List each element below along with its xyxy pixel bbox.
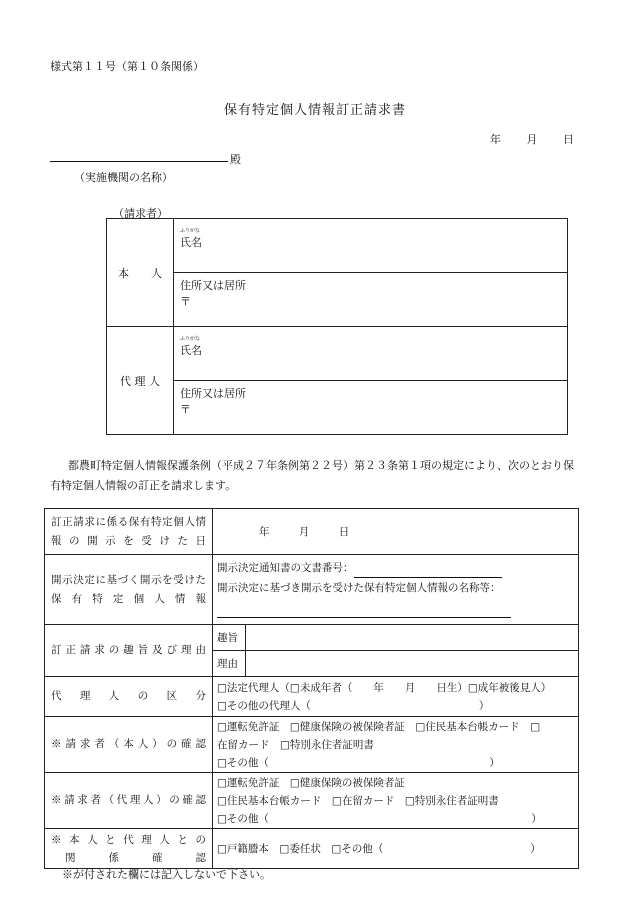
agent-confirm-line2[interactable]: □住民基本台帳カード □在留カード □特別永住者証明書 xyxy=(217,794,499,807)
agent-type-line2[interactable]: □その他の代理人（ ） xyxy=(217,699,490,712)
date-day-label: 日 xyxy=(563,133,574,146)
agent-address-cell[interactable] xyxy=(174,381,568,435)
reason-label-text: 訂正請求の趣旨及び理由 xyxy=(51,644,206,656)
agent-type-line1[interactable]: □法定代理人（□未成年者（ 年 月 日生）□成年被後見人） xyxy=(217,681,552,694)
reason-cell[interactable] xyxy=(246,651,579,677)
agent-furigana: ふりがな xyxy=(180,336,201,342)
footnote: ※が付された欄には記入しないで下さい。 xyxy=(62,868,271,881)
agent-label-text: 代 理 人 xyxy=(120,374,160,388)
date-field[interactable] xyxy=(490,131,574,147)
agent-address-label: 住所又は居所 xyxy=(180,387,246,400)
agent-type-label-text: 代理人の区分 xyxy=(51,690,206,702)
document-title: 保有特定個人情報訂正請求書 xyxy=(223,103,406,118)
relationship-cell[interactable] xyxy=(213,829,579,869)
relationship-label xyxy=(45,829,213,869)
disclosure-month: 月 xyxy=(298,526,310,538)
disclosure-year: 年 xyxy=(259,526,270,538)
disclosed-info-label xyxy=(45,555,213,625)
date-year-label: 年 xyxy=(490,133,501,146)
purpose-cell[interactable] xyxy=(246,625,579,651)
agent-type-label xyxy=(45,677,213,717)
requester-heading: （請求者） xyxy=(113,207,168,220)
self-postal-mark: 〒 xyxy=(180,295,191,308)
disclosed-info-label-text: 開示決定に基づく開示を受けた保有特定個人情報 xyxy=(51,573,206,605)
purpose-label-text: 趣旨 xyxy=(217,632,238,644)
agent-name-cell[interactable] xyxy=(174,327,568,381)
self-confirm-line1[interactable]: □運転免許証 □健康保険の被保険者証 □住民基本台帳カード □ xyxy=(217,720,541,733)
request-paragraph: 都農町特定個人情報保護条例（平成２７年条例第２２号）第２３条第１項の規定により、次のとおり保有特定個人情報の訂正を請求します。 xyxy=(50,459,574,492)
disclosure-day: 日 xyxy=(338,526,350,538)
purpose-label xyxy=(213,625,246,651)
agent-confirmation-cell[interactable] xyxy=(213,773,579,829)
relationship-label-line2: 関係確認 xyxy=(65,851,206,864)
reason-sub-label-text: 理由 xyxy=(217,658,238,670)
self-confirmation-label-text: ※請求者（本人）の確認 xyxy=(51,738,206,750)
relationship-label-line1: ※本人と代理人との xyxy=(51,833,206,846)
self-confirm-line3[interactable]: □その他（ ） xyxy=(217,756,500,769)
addressee-line[interactable] xyxy=(50,161,228,162)
addressee-note: （実施機関の名称） xyxy=(74,171,173,184)
self-label xyxy=(107,219,174,327)
doc-number-label: 開示決定通知書の文書番号： xyxy=(217,562,354,574)
self-address-cell[interactable] xyxy=(174,273,568,327)
agent-name-label: 氏名 xyxy=(180,344,202,357)
addressee-suffix: 殿 xyxy=(230,153,241,166)
date-month-label: 月 xyxy=(526,133,538,146)
agent-type-cell[interactable] xyxy=(213,677,579,717)
agent-confirmation-label-text: ※請求者（代理人）の確認 xyxy=(51,794,206,806)
disclosure-date-cell[interactable] xyxy=(213,509,579,555)
agent-confirmation-label xyxy=(45,773,213,829)
self-name-label: 氏名 xyxy=(180,236,202,249)
agent-postal-mark: 〒 xyxy=(180,403,191,416)
reason-sub-label xyxy=(213,651,246,677)
self-confirmation-label xyxy=(45,717,213,773)
relationship-options[interactable]: □戸籍謄本 □委任状 □その他（ ） xyxy=(217,842,541,855)
disclosed-info-cell[interactable] xyxy=(213,555,579,625)
agent-confirm-line3[interactable]: □その他（ ） xyxy=(217,812,542,825)
agent-label xyxy=(107,327,174,435)
requester-table xyxy=(106,218,568,435)
disclosed-name-line[interactable] xyxy=(217,607,511,618)
self-confirmation-cell[interactable] xyxy=(213,717,579,773)
self-confirm-line2[interactable]: 在留カード □特別永住者証明書 xyxy=(217,738,374,751)
disclosure-date-label xyxy=(45,509,213,555)
main-table xyxy=(44,508,579,869)
self-address-label: 住所又は居所 xyxy=(180,279,246,292)
self-label-text: 本 人 xyxy=(118,266,162,280)
reason-label xyxy=(45,625,213,677)
agent-confirm-line1[interactable]: □運転免許証 □健康保険の被保険者証 xyxy=(217,776,405,789)
disclosure-date-label-text: 訂正請求に係る保有特定個人情報の開示を受けた日 xyxy=(51,515,206,547)
form-number: 様式第１１号（第１０条関係） xyxy=(50,60,204,73)
disclosed-name-label: 開示決定に基づき開示を受けた保有特定個人情報の名称等： xyxy=(217,582,501,594)
self-name-cell[interactable] xyxy=(174,219,568,273)
self-furigana: ふりがな xyxy=(180,228,201,234)
